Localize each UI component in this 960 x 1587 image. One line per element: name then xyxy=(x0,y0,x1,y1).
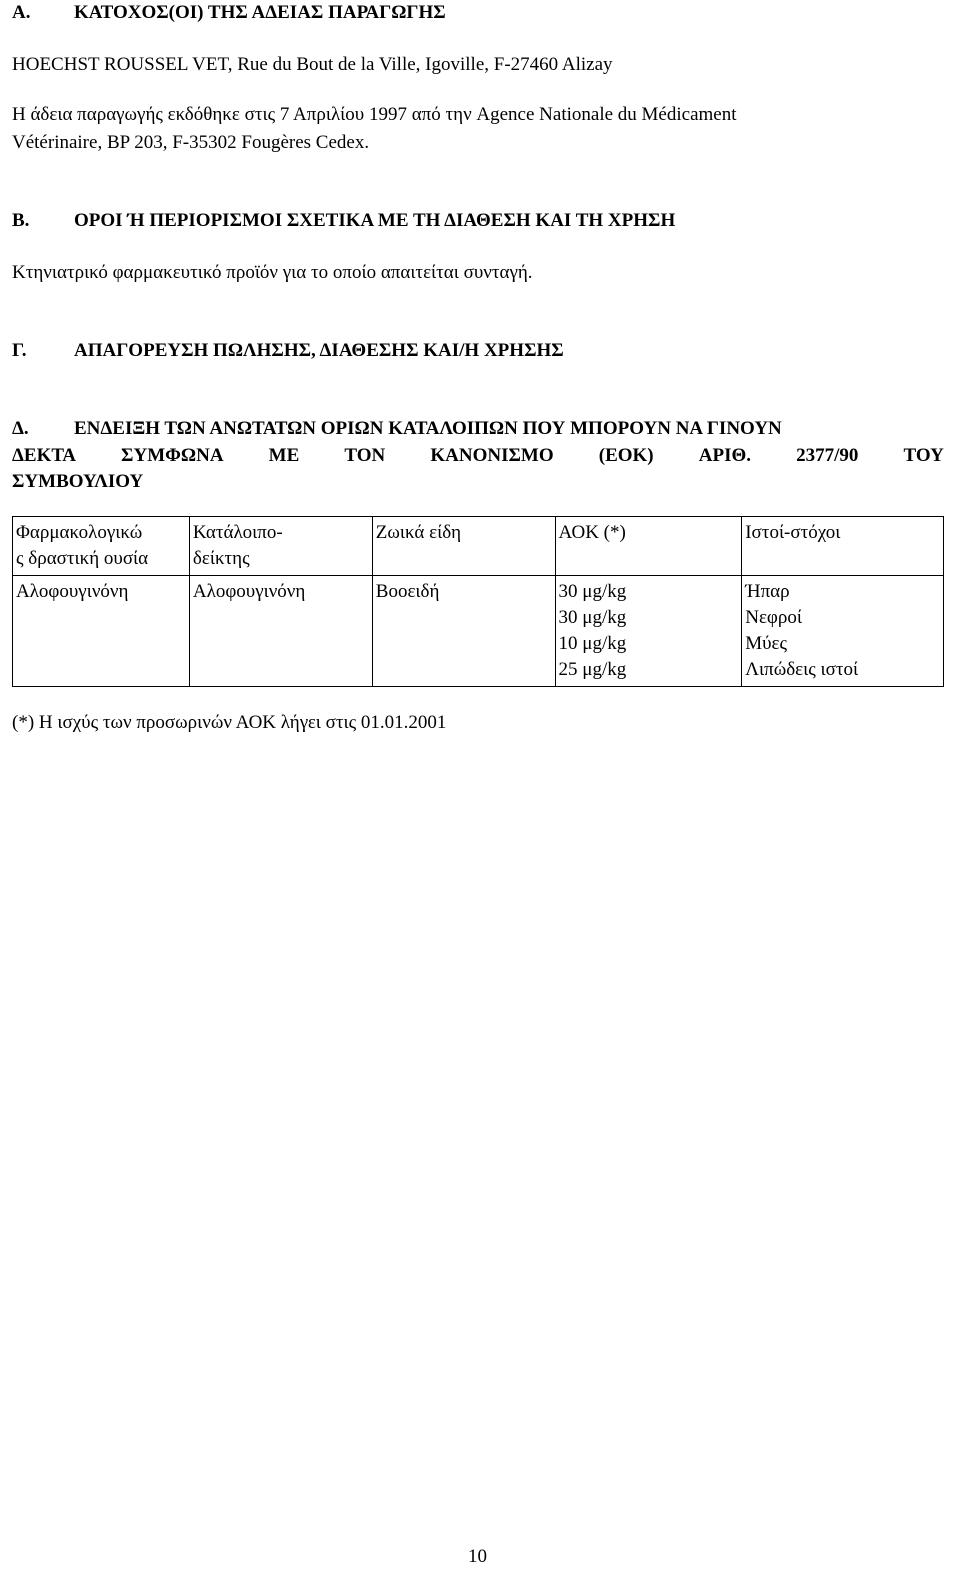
cell-mrl-values xyxy=(555,576,742,687)
license-line-2: Vétérinaire, BP 203, F-35302 Fougères Cedex. xyxy=(12,132,370,153)
table-row xyxy=(13,576,944,687)
table-header-row xyxy=(13,517,944,576)
section-c-title: ΑΠΑΓΟΡΕΥΣΗ ΠΩΛΗΣΗΣ, ΔΙΑΘΕΣΗΣ ΚΑΙ/Η ΧΡΗΣΗΣ xyxy=(74,340,564,361)
header-target-tissues: Ιστοί-στόχοι xyxy=(742,517,944,576)
tissue-value: Νεφροί xyxy=(745,607,802,628)
section-b-text: Κτηνιατρικό φαρμακευτικό προϊόν για το οποίο απαιτείται συνταγή. xyxy=(12,262,533,283)
section-d-word: ΔΕΚΤΑ xyxy=(12,445,76,466)
section-d-word: 2377/90 xyxy=(796,445,859,466)
section-a-letter: Α. xyxy=(12,2,31,23)
section-b-title: ΟΡΟΙ Ή ΠΕΡΙΟΡΙΣΜΟΙ ΣΧΕΤΙΚΑ ΜΕ ΤΗ ΔΙΑΘΕΣΗ ΚΑΙ ΤΗ ΧΡΗΣΗ xyxy=(74,210,676,231)
license-line-1: Η άδεια παραγωγής εκδόθηκε στις 7 Απριλίου 1997 από την Agence Nationale du Médicament xyxy=(12,104,737,125)
license-holder: HOECHST ROUSSEL VET, Rue du Bout de la Ville, Igoville, F-27460 Alizay xyxy=(12,54,613,75)
mrl-value: 25 μg/kg xyxy=(558,659,627,680)
mrl-value: 30 μg/kg xyxy=(558,607,627,628)
section-d-word: (ΕΟΚ) xyxy=(598,445,654,466)
tissue-value: Ήπαρ xyxy=(745,581,790,602)
section-d-word: ΚΑΝΟΝΙΣΜΟ xyxy=(430,445,554,466)
tissue-value: Λιπώδεις ιστοί xyxy=(745,659,859,680)
section-d-letter: Δ. xyxy=(12,418,29,439)
cell-substance: Αλοφουγινόνη xyxy=(13,576,190,687)
cell-target-tissues xyxy=(742,576,944,687)
section-d-word: ΤΟΥ xyxy=(903,445,944,466)
section-d-title-line-1: ΕΝΔΕΙΞΗ ΤΩΝ ΑΝΩΤΑΤΩΝ ΟΡΙΩΝ ΚΑΤΑΛΟΙΠΩΝ ΠΟΥ ΜΠΟΡΟΥΝ ΝΑ ΓΙΝΟΥΝ xyxy=(74,418,782,439)
section-d-word: ΑΡΙΘ. xyxy=(698,445,752,466)
section-d-title-line-2 xyxy=(12,443,944,469)
cell-marker-residue: Αλοφουγινόνη xyxy=(189,576,372,687)
mrl-value: 10 μg/kg xyxy=(558,633,627,654)
tissue-value: Μύες xyxy=(745,633,788,654)
section-a-title: ΚΑΤΟΧΟΣ(ΟΙ) ΤΗΣ ΑΔΕΙΑΣ ΠΑΡΑΓΩΓΗΣ xyxy=(74,2,446,23)
mrl-value: 30 μg/kg xyxy=(558,581,627,602)
mrl-table xyxy=(12,516,944,687)
page-number: 10 xyxy=(468,1546,487,1567)
header-marker-residue: Κατάλοιπο- δείκτης xyxy=(189,517,372,576)
footnote: (*) Η ισχύς των προσωρινών ΑΟΚ λήγει στις 01.01.2001 xyxy=(12,712,447,733)
section-d-word: ΤΟΝ xyxy=(344,445,386,466)
cell-species: Βοοειδή xyxy=(372,576,555,687)
section-d-word: ΜΕ xyxy=(268,445,300,466)
header-active-substance: Φαρμακολογικώ ς δραστική ουσία xyxy=(13,517,190,576)
section-b-letter: Β. xyxy=(12,210,30,231)
section-c-letter: Γ. xyxy=(12,340,27,361)
header-animal-species: Ζωικά είδη xyxy=(372,517,555,576)
section-d-word: ΣΥΜΦΩΝΑ xyxy=(121,445,224,466)
section-d-title-line-3: ΣΥΜΒΟΥΛΙΟΥ xyxy=(12,471,144,492)
header-mrl: ΑΟΚ (*) xyxy=(555,517,742,576)
